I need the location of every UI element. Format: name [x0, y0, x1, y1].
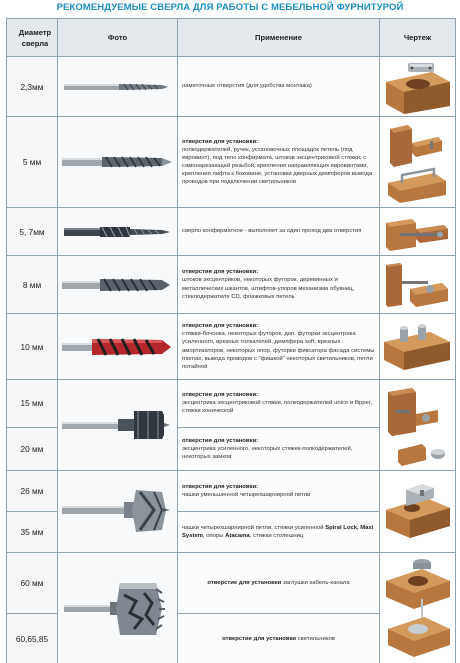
shelf-support-handle-drawing-icon [382, 121, 452, 203]
usage-cell: отверстия для установки: эксцентрика эксцентриковой стяжки, полкодержателей unico и flipper, стяжки конической [178, 380, 380, 428]
drawing-cell [380, 471, 456, 553]
usage-cell: отверстия для установки: стяжки-бочонка, некоторых футорок, доп. футорки эксцентрика усиленного, врезных толкателей, демпфера soft, врезных амортизаторов, некоторых опор, футорки фиксатора фасада системы triomax, вывода проводов с "фишкой" некоторых светильников, петли потайной [178, 314, 380, 380]
drill-10mm-icon [58, 334, 176, 360]
drawing-cell [380, 256, 456, 314]
confirmat-joint-drawing-icon [382, 211, 452, 253]
page-title: РЕКОМЕНДУЕМЫЕ СВЕРЛА ДЛЯ РАБОТЫ С МЕБЕЛЬНОЙ ФУРНИТУРОЙ [56, 2, 404, 13]
table-row [7, 380, 456, 428]
drawing-cell [380, 208, 456, 256]
drill-photo [58, 553, 178, 663]
drawing-cell [380, 380, 456, 471]
drill-photo [58, 471, 178, 553]
table-row [7, 471, 456, 512]
drill-photo [58, 57, 178, 117]
header-row [7, 19, 456, 57]
usage-cell: отверстия для установки: полкодержателей, ручек, установочных площадок петель (под евровинт), под тело конфирмата, штоков эксцентриковой стяжки, с самонарезающей резьбой, крепления направляющих евровинтами, крепления лифта к боковине, установки дверных демпферов вывода проводов при подключении светильников [178, 117, 380, 208]
usage-cell: отверстия для установки: штоков эксцентриков, некоторых футорок, деревянных и металлических шкантов, штифтов-упоров механизма обувниц, стеклодержателя CD, флажковых петель [178, 256, 380, 314]
usage-cell: сверло конфирматное - выполняет за один проход два отверстия [178, 208, 380, 256]
drill-confirmat-icon [58, 221, 176, 243]
drill-photo [58, 208, 178, 256]
diameter-cell: 10 мм [7, 314, 58, 380]
usage-cell: чашки четырехшарнирной петли, стяжки усиленной Spiral Lock, Maxi System, опоры Atacama, стяжки столешниц [178, 512, 380, 553]
hinge-plate-drawing-icon [382, 60, 452, 114]
eccentric-tie-drawing-icon [382, 382, 452, 468]
barrel-nut-drawing-icon [382, 318, 452, 376]
header-diameter: Диаметр сверла [7, 19, 58, 57]
table-row [7, 314, 456, 380]
table-row [7, 117, 456, 208]
diameter-cell: 5, 7мм [7, 208, 58, 256]
forstner-drill-15-20mm-icon [58, 405, 176, 445]
diameter-cell: 5 мм [7, 117, 58, 208]
diameter-cell: 8 мм [7, 256, 58, 314]
drills-table [6, 18, 456, 663]
diameter-cell: 35 мм [7, 512, 58, 553]
eccentric-dowel-drawing-icon [382, 259, 452, 311]
header-photo: Фото [58, 19, 178, 57]
table-row [7, 553, 456, 614]
header-drawing: Чертеж [380, 19, 456, 57]
usage-cell: отверстие для установки заглушки кабель-канала [178, 553, 380, 614]
usage-cell: отверстие для установки светильников [178, 613, 380, 663]
drawing-cell [380, 553, 456, 663]
drill-2-3mm-icon [58, 77, 176, 97]
cable-grommet-lamp-drawing-icon [382, 555, 452, 663]
usage-cell: отверстия для установки: чашки уменьшенной четырехшарнирной петли [178, 471, 380, 512]
drawing-cell [380, 57, 456, 117]
usage-cell: отверстия для установки: эксцентрика усиленного, некоторых стяжек-полкодержателей, некоторых замков [178, 427, 380, 470]
hinge-boring-bit-26-35mm-icon [58, 482, 176, 542]
drawing-cell [380, 314, 456, 380]
diameter-cell: 60,65,85 [7, 613, 58, 663]
diameter-cell: 2,3мм [7, 57, 58, 117]
hinge-cup-drawing-icon [382, 476, 452, 548]
table-row [7, 256, 456, 314]
diameter-cell: 26 мм [7, 471, 58, 512]
table-row [7, 57, 456, 117]
table-row [7, 208, 456, 256]
usage-cell: наметочные отверстия (для удобства монтажа) [178, 57, 380, 117]
drill-photo [58, 380, 178, 471]
drill-photo [58, 117, 178, 208]
drill-5mm-icon [58, 148, 176, 176]
header-usage: Применение [178, 19, 380, 57]
hole-saw-60-85mm-icon [58, 569, 176, 649]
diameter-cell: 60 мм [7, 553, 58, 614]
drawing-cell [380, 117, 456, 208]
diameter-cell: 20 мм [7, 427, 58, 470]
diameter-cell: 15 мм [7, 380, 58, 428]
drill-8mm-icon [58, 273, 176, 297]
drill-photo [58, 314, 178, 380]
drill-photo [58, 256, 178, 314]
